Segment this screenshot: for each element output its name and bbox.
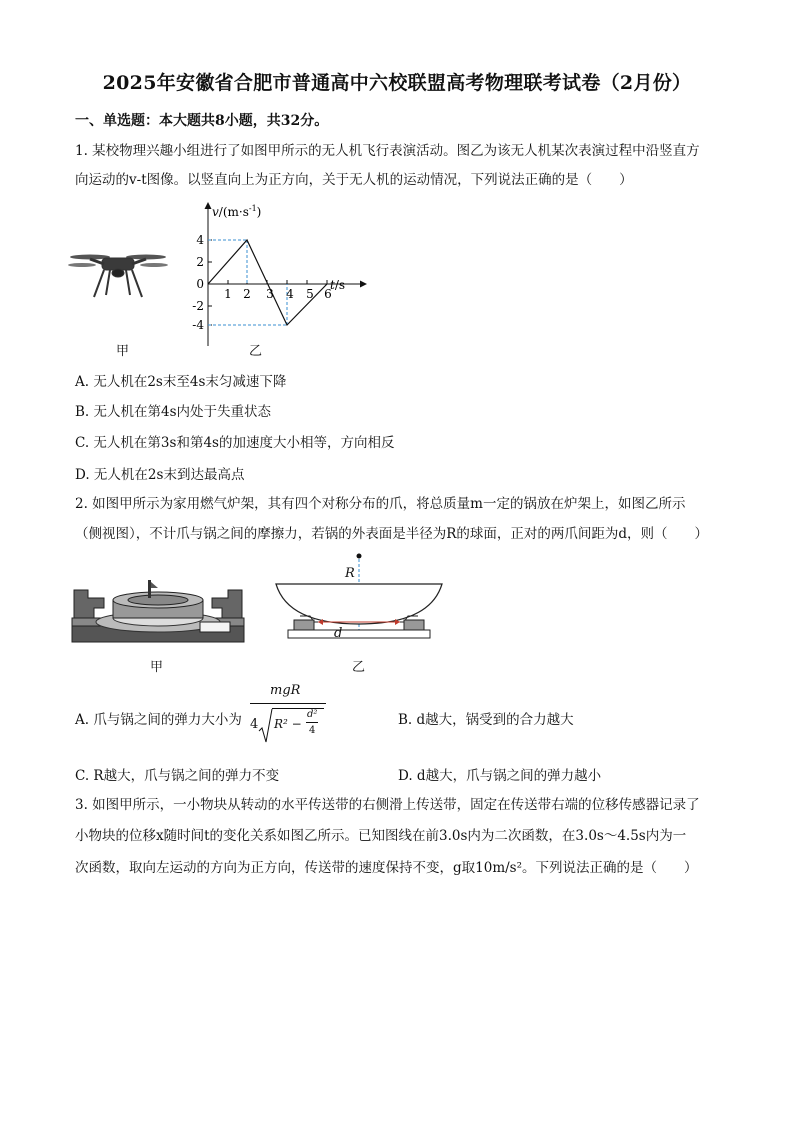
svg-text:2: 2 — [196, 255, 204, 269]
t-axis-label: t/s — [330, 278, 346, 292]
q1-option-a[interactable]: A. 无人机在2s末至4s末匀减速下降 — [75, 374, 287, 390]
q1-caption-jia: 甲 — [116, 344, 130, 359]
q1-option-d[interactable]: D. 无人机在2s末到达最高点 — [75, 467, 245, 483]
svg-text:1: 1 — [224, 287, 232, 301]
formula-den-coef: 4 — [250, 717, 259, 732]
section-heading: 一、单选题：本大题共8小题，共32分。 — [75, 113, 329, 129]
formula-numerator: mgR — [270, 683, 301, 698]
q2-caption-jia: 甲 — [150, 660, 164, 675]
q2-option-b[interactable]: B. d越大，锅受到的合力越大 — [398, 712, 574, 728]
svg-text:0: 0 — [196, 277, 204, 291]
vt-graph — [180, 198, 380, 348]
q2-stem-line2: （侧视图），不计爪与锅之间的摩擦力，若锅的外表面是半径为R的球面，正对的两爪间距为d，则（ ） — [75, 526, 709, 542]
q1-option-b[interactable]: B. 无人机在第4s内处于失重状态 — [75, 404, 272, 420]
page-title: 2025年安徽省合肥市普通高中六校联盟高考物理联考试卷（2月份） — [102, 72, 692, 94]
stove-image — [70, 578, 246, 648]
label-r: R — [345, 566, 355, 581]
svg-text:5: 5 — [306, 287, 314, 301]
svg-text:6: 6 — [324, 287, 332, 301]
pan-outline — [276, 584, 442, 624]
svg-text:4: 4 — [196, 233, 204, 247]
q3-stem-line2: 小物块的位移x随时间t的变化关系如图乙所示。已知图线在前3.0s内为二次函数，在3.0s～4.5s内为一 — [75, 828, 687, 844]
q1-caption-yi: 乙 — [249, 344, 263, 359]
q3-stem-line1: 3. 如图甲所示，一小物块从转动的水平传送带的右侧滑上传送带，固定在传送带右端的位移传感器记录了 — [75, 797, 700, 813]
vt-line — [208, 240, 327, 325]
sphere-center — [357, 554, 362, 559]
label-d: d — [334, 626, 343, 641]
q2-stem-line1: 2. 如图甲所示为家用燃气炉架，其有四个对称分布的爪，将总质量m一定的锅放在炉架上，如图乙所示 — [75, 496, 686, 512]
formula-den-r: R² − — [274, 717, 302, 731]
q2-option-c[interactable]: C. R越大，爪与锅之间的弹力不变 — [75, 768, 280, 784]
svg-text:4: 4 — [286, 287, 294, 301]
q2-caption-yi: 乙 — [352, 660, 366, 675]
svg-text:3: 3 — [266, 287, 274, 301]
q1-option-c[interactable]: C. 无人机在第3s和第4s的加速度大小相等，方向相反 — [75, 435, 395, 451]
v-axis-label: $v/(m\cdot s^{-1})$ — [212, 204, 262, 219]
q2-option-d[interactable]: D. d越大，爪与锅之间的弹力越小 — [398, 768, 602, 784]
pan-diagram — [270, 550, 450, 650]
q2-option-a[interactable]: A. 爪与锅之间的弹力大小为 — [75, 712, 242, 728]
formula-den-4: 4 — [309, 725, 316, 736]
svg-text:-4: -4 — [192, 318, 204, 332]
q3-stem-line3: 次函数，取向左运动的方向为正方向，传送带的速度保持不变，g取10m/s²。下列说法正确的是（ ） — [75, 860, 698, 876]
q1-stem-line1: 1. 某校物理兴趣小组进行了如图甲所示的无人机飞行表演活动。图乙为该无人机某次表演过程中沿竖直方 — [75, 143, 700, 159]
svg-text:-2: -2 — [192, 299, 204, 313]
drone-image — [68, 245, 168, 300]
svg-text:2: 2 — [243, 287, 251, 301]
formula-den-d2: d² — [307, 709, 318, 720]
q1-stem-line2: 向运动的v-t图像。以竖直向上为正方向，关于无人机的运动情况，下列说法正确的是（ ） — [75, 172, 633, 188]
